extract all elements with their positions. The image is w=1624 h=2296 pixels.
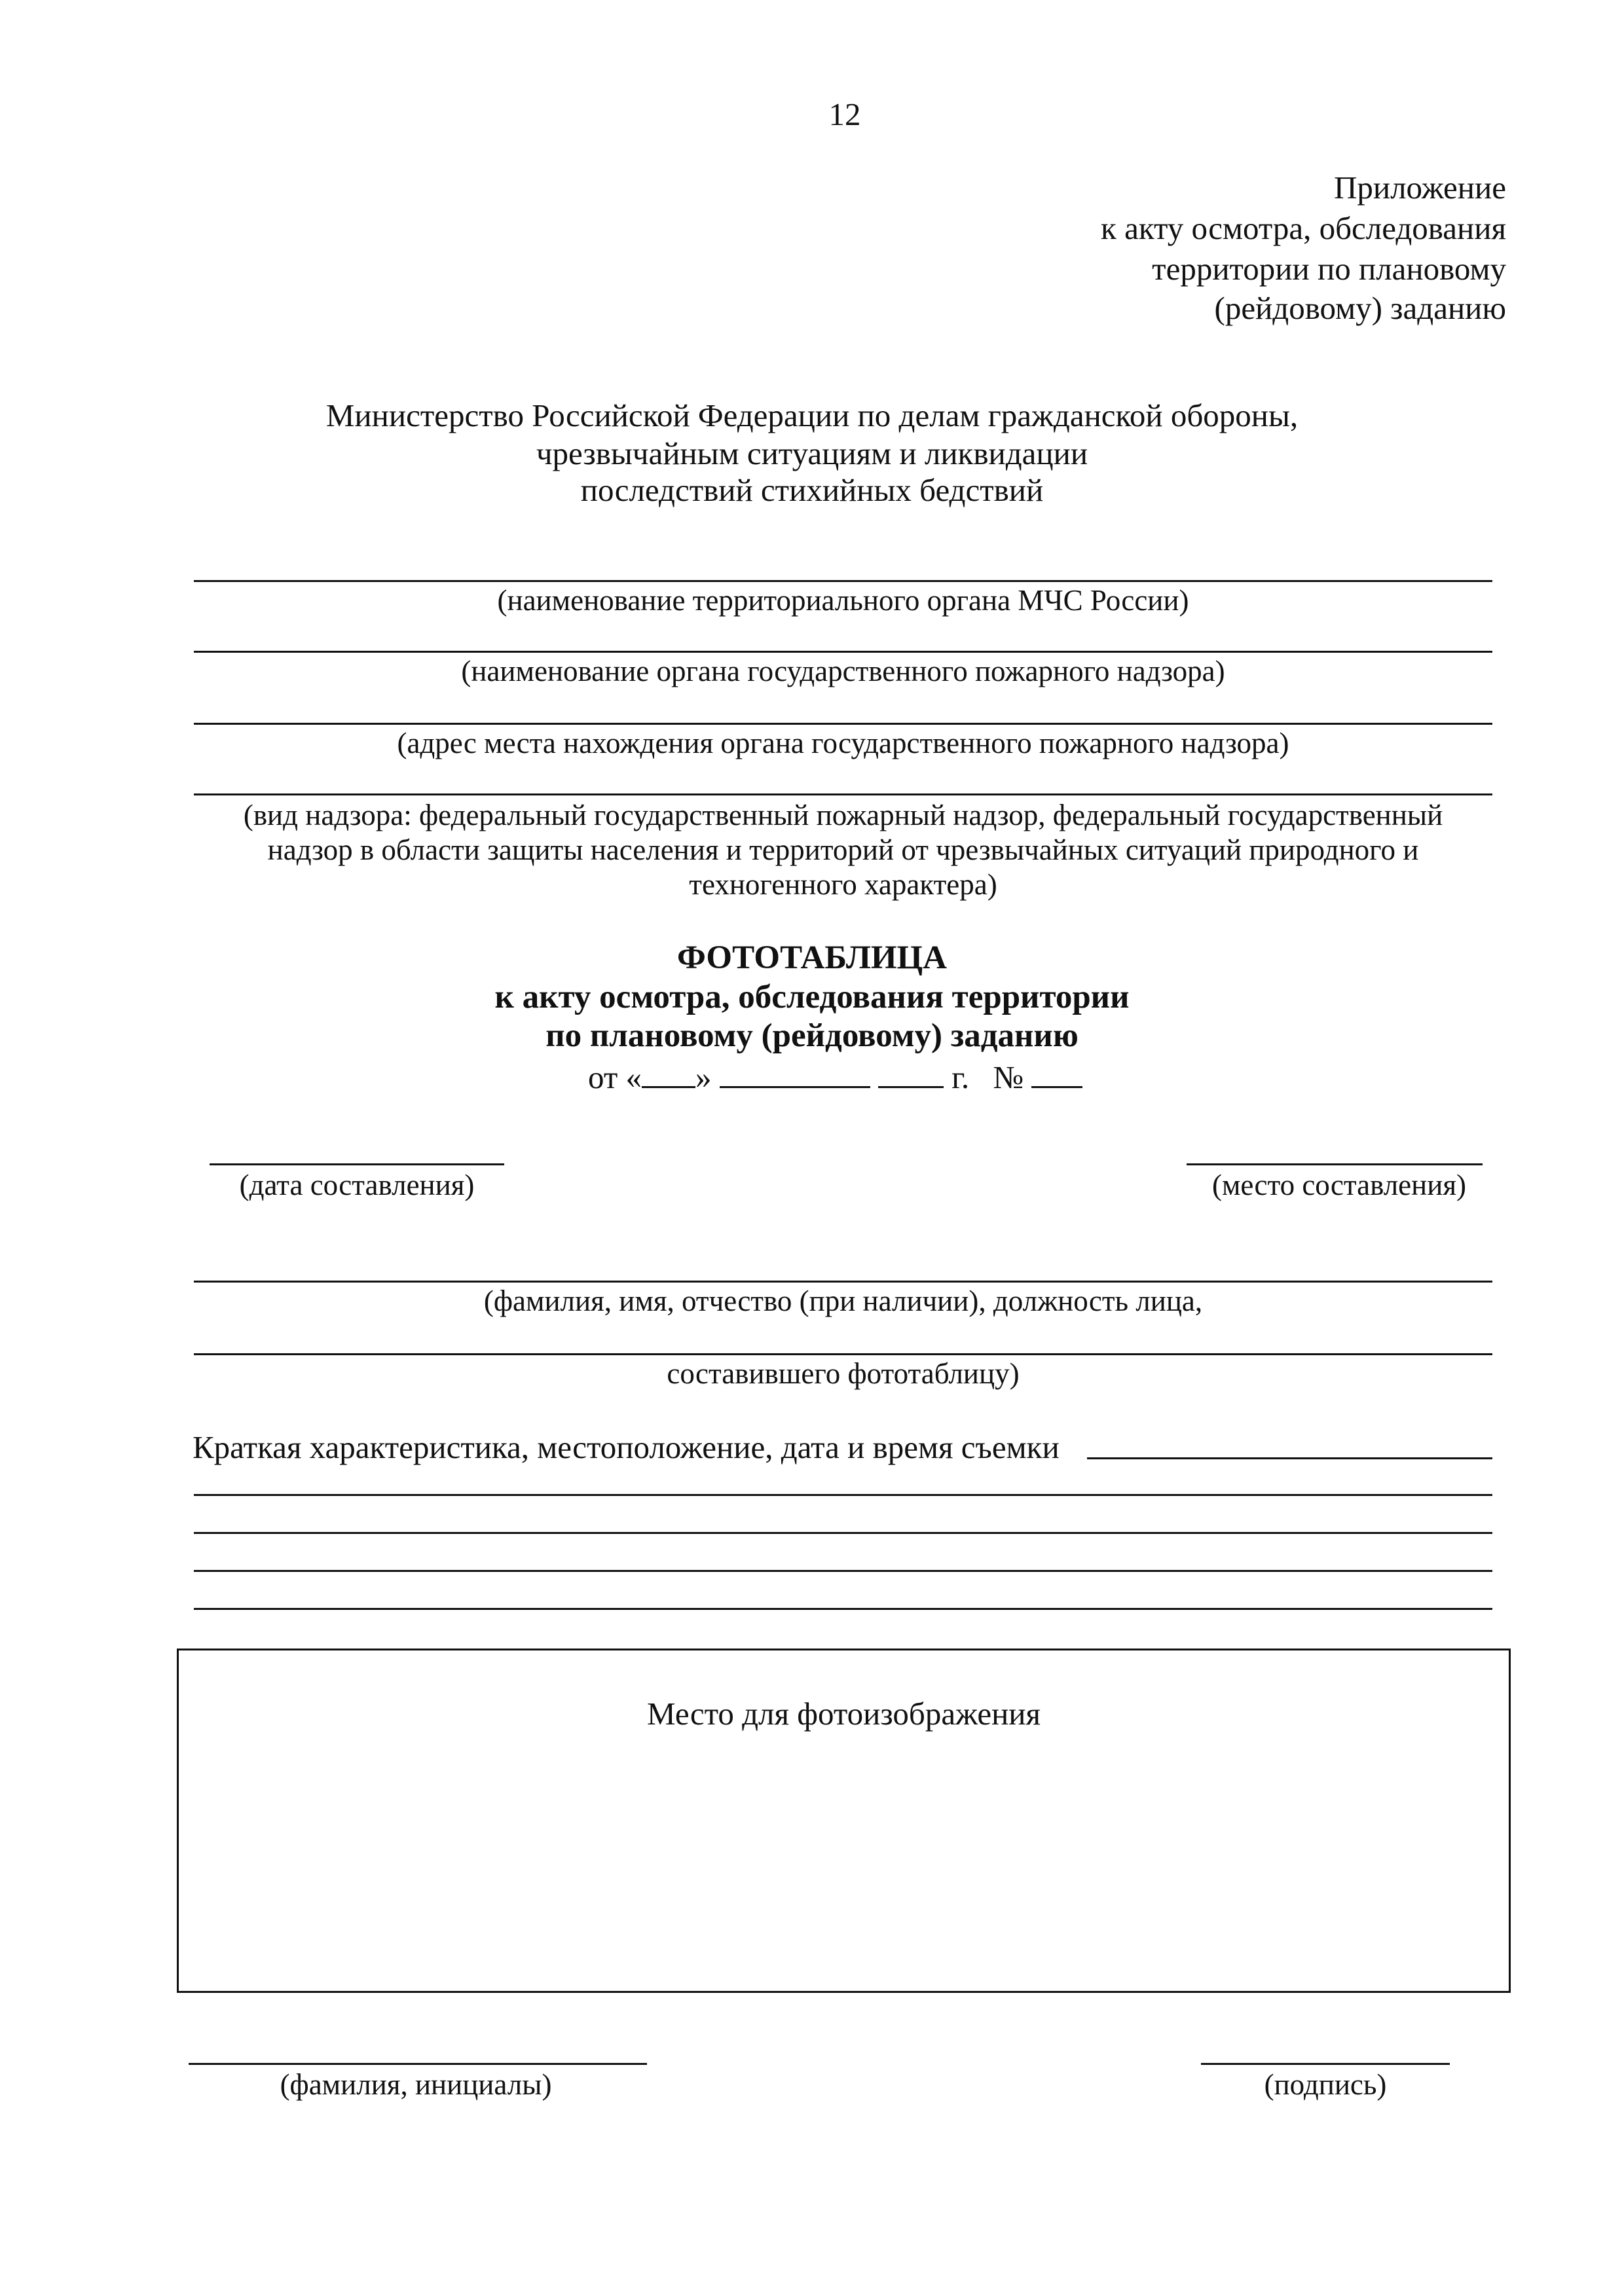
ministry-line-2: чрезвычайным ситуациям и ликвидации <box>536 435 1088 471</box>
description-field-inline[interactable] <box>1087 1457 1492 1459</box>
person-field-2[interactable] <box>194 1353 1492 1355</box>
address-field[interactable] <box>194 723 1492 725</box>
date-caption: (дата составления) <box>239 1169 475 1201</box>
appendix-line-2: к акту осмотра, обследования <box>1101 210 1506 246</box>
fire-supervision-body-field[interactable] <box>194 651 1492 653</box>
territorial-body-field[interactable] <box>194 580 1492 582</box>
appendix-line-4: (рейдовому) заданию <box>1214 290 1506 326</box>
year-field[interactable] <box>878 1057 944 1088</box>
appendix-line-3: территории по плановому <box>1152 251 1506 287</box>
photo-placeholder-label: Место для фотоизображения <box>646 1696 1041 1732</box>
month-field[interactable] <box>720 1057 870 1088</box>
description-line-2[interactable] <box>194 1532 1492 1534</box>
supervision-type-caption-3: техногенного характера) <box>689 868 997 901</box>
date-field[interactable] <box>210 1163 504 1165</box>
supervision-type-caption-1: (вид надзора: федеральный государственный пожарный надзор, федеральный государственный <box>243 799 1443 831</box>
supervision-type-caption-2: надзор в области защиты населения и территорий от чрезвычайных ситуаций природного и <box>267 833 1419 866</box>
description-line-4[interactable] <box>194 1608 1492 1610</box>
document-subtitle-1: к акту осмотра, обследования территории <box>494 979 1130 1015</box>
signature-caption: (подпись) <box>1264 2068 1387 2101</box>
description-line-1[interactable] <box>194 1494 1492 1496</box>
place-caption: (место составления) <box>1211 1169 1467 1201</box>
document-title: ФОТОТАБЛИЦА <box>676 939 948 976</box>
ministry-line-1: Министерство Российской Федерации по делам гражданской обороны, <box>325 397 1299 433</box>
territorial-body-caption: (наименование территориального органа МЧС России) <box>497 584 1189 617</box>
place-field[interactable] <box>1187 1163 1483 1165</box>
name-caption: (фамилия, инициалы) <box>280 2068 552 2101</box>
day-field[interactable] <box>642 1057 695 1088</box>
appendix-line-1: Приложение <box>1334 170 1506 206</box>
address-caption: (адрес места нахождения органа государственного пожарного надзора) <box>397 727 1289 759</box>
fire-supervision-body-caption: (наименование органа государственного пожарного надзора) <box>461 655 1225 687</box>
person-caption-2: составившего фототаблицу) <box>667 1357 1020 1390</box>
number-label: № <box>993 1059 1024 1096</box>
description-label: Краткая характеристика, местоположение, дата и время съемки <box>193 1429 1060 1465</box>
description-line-3[interactable] <box>194 1570 1492 1572</box>
act-date-number-line <box>588 1057 1082 1096</box>
date-prefix: от « <box>588 1059 642 1096</box>
document-subtitle-2: по плановому (рейдовому) заданию <box>545 1017 1079 1054</box>
ministry-line-3: последствий стихийных бедствий <box>580 472 1044 508</box>
photo-placeholder-box[interactable] <box>177 1649 1511 1993</box>
person-caption-1: (фамилия, имя, отчество (при наличии), должность лица, <box>483 1285 1203 1317</box>
date-quote-close: » <box>695 1059 712 1096</box>
number-field[interactable] <box>1031 1057 1082 1088</box>
signature-field[interactable] <box>1201 2063 1450 2065</box>
page-number: 12 <box>828 96 861 132</box>
person-field-1[interactable] <box>194 1281 1492 1283</box>
supervision-type-field[interactable] <box>194 793 1492 795</box>
name-field[interactable] <box>189 2063 647 2065</box>
year-suffix: г. <box>951 1059 970 1096</box>
